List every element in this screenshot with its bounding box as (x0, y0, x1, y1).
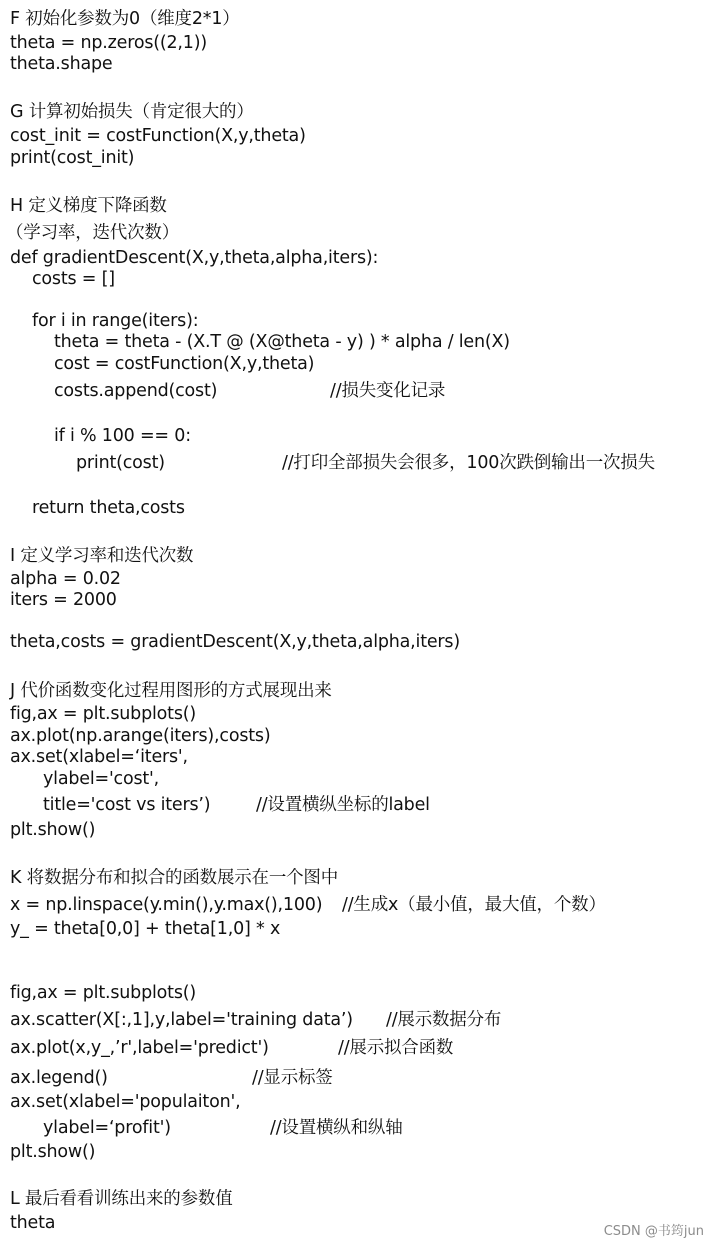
code-line: return theta,costs (32, 498, 185, 518)
code-line: ax.legend() (10, 1068, 108, 1088)
code-line: theta,costs = gradientDescent(X,y,theta,alpha,iters) (10, 632, 460, 652)
code-comment: //设置横纵坐标的label (256, 795, 430, 815)
code-comment: //设置横纵和纵轴 (270, 1118, 403, 1138)
code-line: costs.append(cost) (54, 381, 218, 401)
code-line: def gradientDescent(X,y,theta,alpha,iters): (10, 248, 379, 268)
code-line: cost = costFunction(X,y,theta) (54, 354, 315, 374)
code-line: plt.show() (10, 1142, 96, 1162)
section-l-heading: L 最后看看训练出来的参数值 (10, 1189, 233, 1209)
code-comment: //生成x（最小值，最大值，个数） (342, 895, 606, 915)
code-line: ax.set(xlabel=‘iters', (10, 747, 188, 767)
code-line: costs = [] (32, 269, 115, 289)
code-line: print(cost_init) (10, 148, 135, 168)
code-line: title='cost vs iters’) (43, 795, 211, 815)
code-line: alpha = 0.02 (10, 569, 121, 589)
code-line: ax.scatter(X[:,1],y,label='training data’) (10, 1010, 353, 1030)
code-line: ylabel=‘profit') (43, 1118, 171, 1138)
code-line: ylabel='cost', (43, 769, 160, 789)
section-h-heading: H 定义梯度下降函数 (10, 196, 167, 216)
code-line: ax.set(xlabel='populaiton', (10, 1092, 241, 1112)
code-comment: //展示数据分布 (386, 1010, 502, 1030)
code-line: ax.plot(np.arange(iters),costs) (10, 726, 271, 746)
code-line: fig,ax = plt.subplots() (10, 704, 196, 724)
code-line: x = np.linspace(y.min(),y.max(),100) (10, 895, 323, 915)
code-line: theta (10, 1213, 56, 1233)
section-h-subheading: （学习率，迭代次数） (6, 223, 179, 243)
section-k-heading: K 将数据分布和拟合的函数展示在一个图中 (10, 868, 339, 888)
code-line: iters = 2000 (10, 590, 117, 610)
section-j-heading: J 代价函数变化过程用图形的方式展现出来 (10, 681, 332, 701)
code-line: for i in range(iters): (32, 311, 199, 331)
code-line: fig,ax = plt.subplots() (10, 983, 196, 1003)
code-line: theta.shape (10, 54, 113, 74)
code-line: if i % 100 == 0: (54, 426, 191, 446)
watermark: CSDN @书筠jun (603, 1224, 704, 1239)
code-line: ax.plot(x,y_,’r',label='predict') (10, 1038, 269, 1058)
code-line: theta = np.zeros((2,1)) (10, 33, 207, 53)
section-i-heading: I 定义学习率和迭代次数 (10, 546, 194, 566)
code-line: print(cost) (76, 453, 165, 473)
code-comment: //显示标签 (252, 1068, 333, 1088)
section-f-heading: F 初始化参数为0（维度2*1） (10, 9, 240, 29)
code-comment: //展示拟合函数 (338, 1038, 454, 1058)
code-line: cost_init = costFunction(X,y,theta) (10, 126, 306, 146)
code-comment: //损失变化记录 (330, 381, 446, 401)
code-line: theta = theta - (X.T @ (X@theta - y) ) * alpha / len(X) (54, 332, 510, 352)
code-line: y_ = theta[0,0] + theta[1,0] * x (10, 919, 281, 939)
code-comment: //打印全部损失会很多，100次跌倒输出一次损失 (282, 453, 655, 473)
code-line: plt.show() (10, 820, 96, 840)
section-g-heading: G 计算初始损失（肯定很大的） (10, 102, 254, 122)
